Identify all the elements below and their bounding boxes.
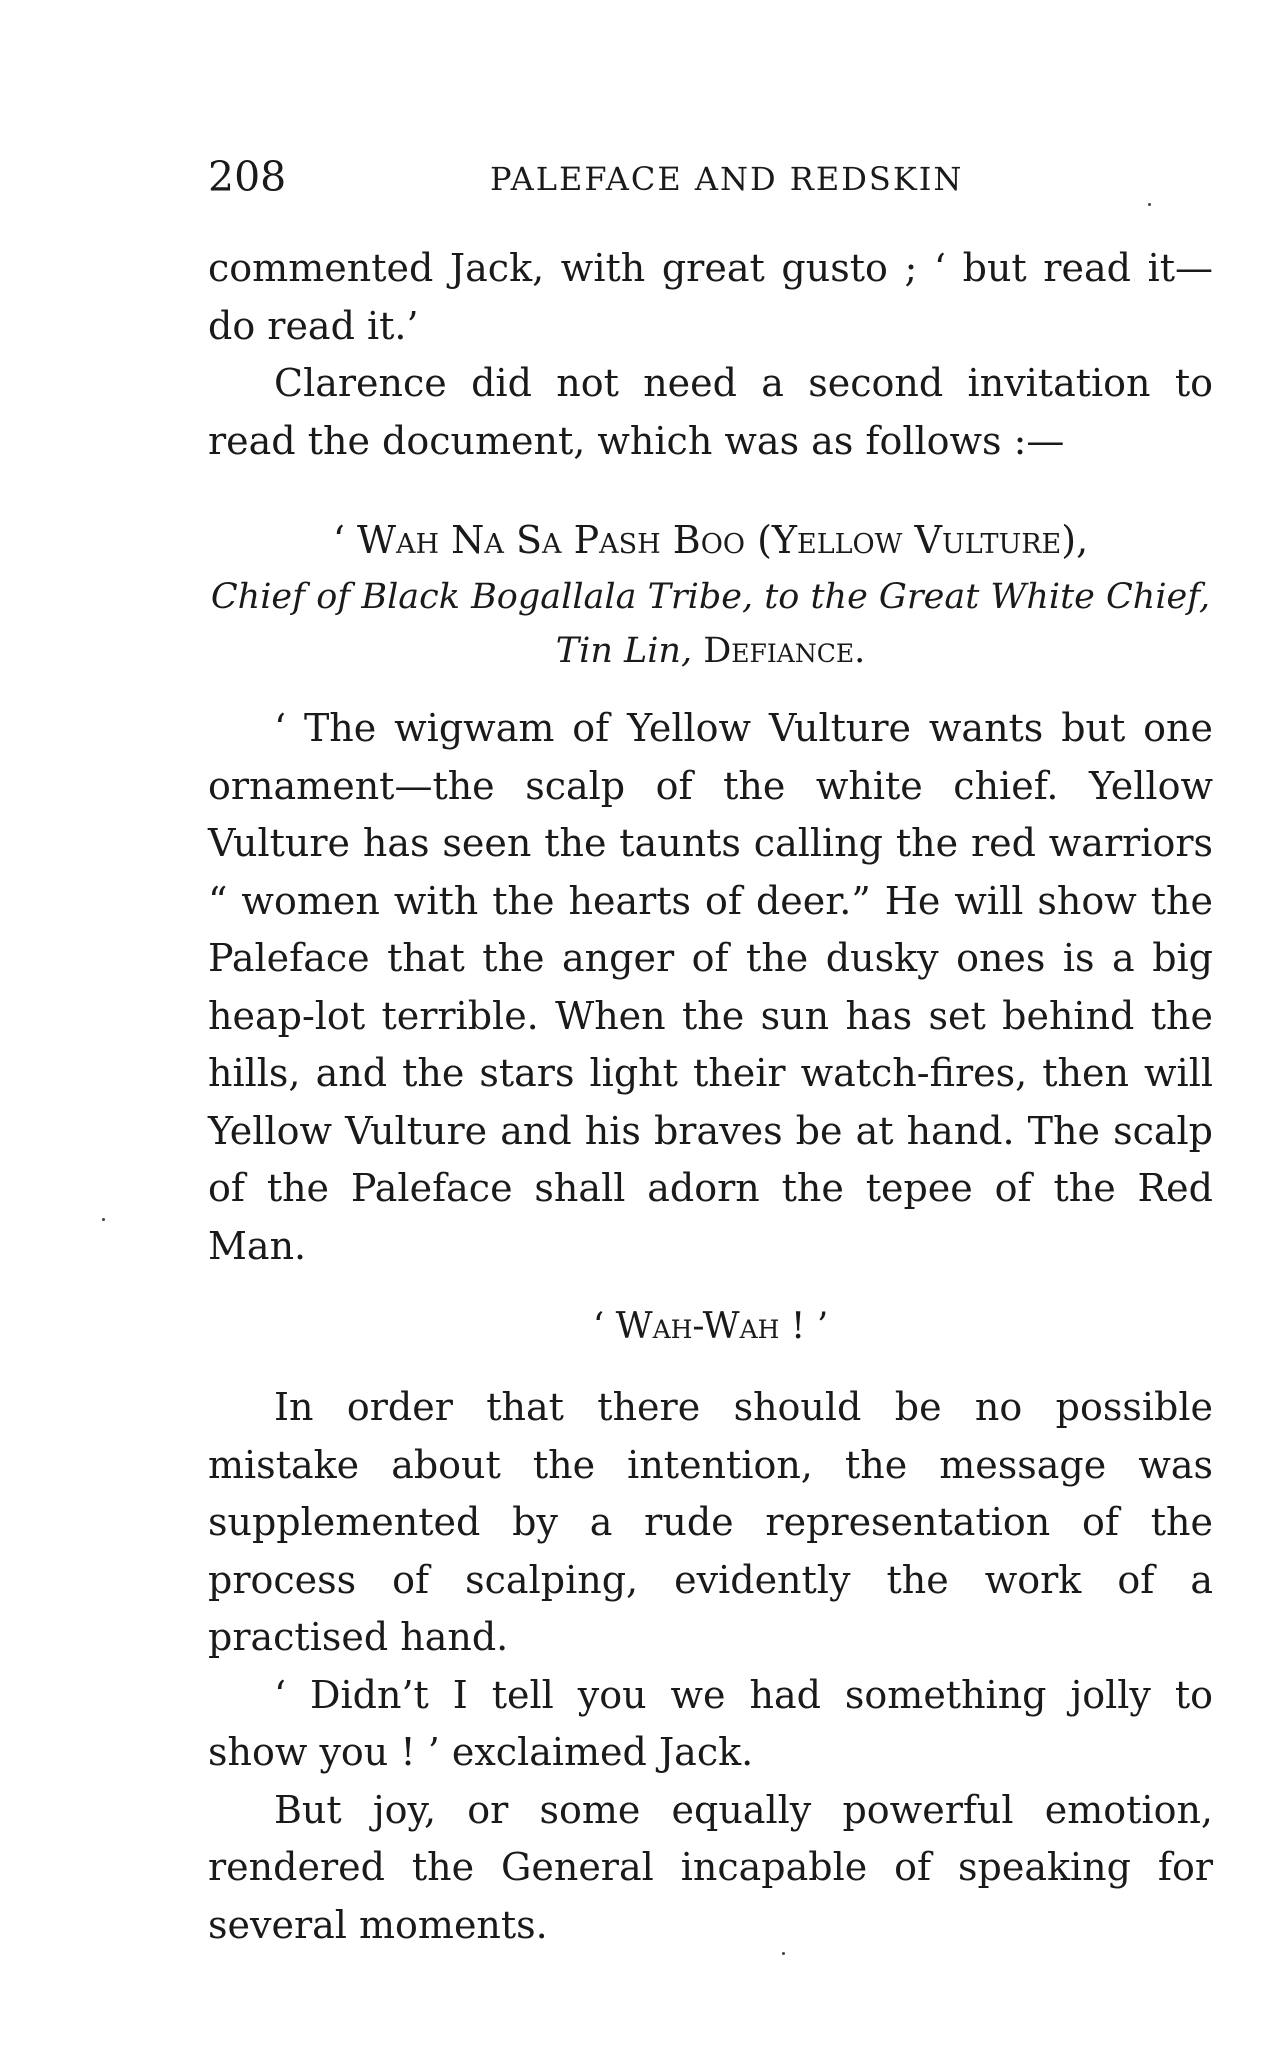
running-head: PALEFACE AND REDSKIN — [490, 160, 964, 198]
paragraph-intention: In order that there should be no possible mistake about the intention, the message was supplemented by a rude representation of the process of scalping, evidently the work of a practised hand. — [208, 1385, 1213, 1659]
print-speck — [782, 1952, 785, 1955]
paragraph-general: But joy, or some equally powerful emotion, rendered the General incapable of speaking for several moments. — [208, 1787, 1213, 1947]
letter-address-line1: Chief of Black Bogallala Tribe, to the Great White Chief, — [210, 577, 1211, 617]
letter-address-name: Tin Lin, — [555, 631, 693, 671]
page-body — [208, 240, 1213, 1954]
letter-heading: ‘ Wah Na Sa Pash Boo (Yellow Vulture), — [332, 518, 1089, 562]
page-number: 208 — [208, 153, 287, 201]
paragraph-jack-exclaims: ‘ Didn’t I tell you we had something jolly to show you ! ’ exclaimed Jack. — [208, 1672, 1213, 1774]
letter-address-place: Defiance. — [703, 631, 866, 671]
paragraph-clarence: Clarence did not need a second invitation to read the document, which was as follows :— — [208, 361, 1213, 463]
paragraph-continuation: commented Jack, with great gusto ; ‘ but read it—do read it.’ — [208, 246, 1213, 348]
print-speck — [1148, 203, 1151, 206]
letter-body: ‘ The wigwam of Yellow Vulture wants but one ornament—the scalp of the white chief. Yellow Vulture has seen the taunts calling the red warriors “ women with the hearts of deer.” He will show the Paleface that the anger of the dusky ones is a big heap-lot terrible. When the sun has set behind the hills, and the stars light their watch-fires, then will Yellow Vulture and his braves be at hand. The scalp of the Paleface shall adorn the tepee of the Red Man. — [208, 706, 1213, 1268]
print-speck — [102, 1218, 105, 1221]
letter-address — [208, 570, 1213, 678]
letter-signature: ‘ Wah-Wah ! ’ — [592, 1306, 829, 1347]
page-header — [208, 152, 1213, 202]
